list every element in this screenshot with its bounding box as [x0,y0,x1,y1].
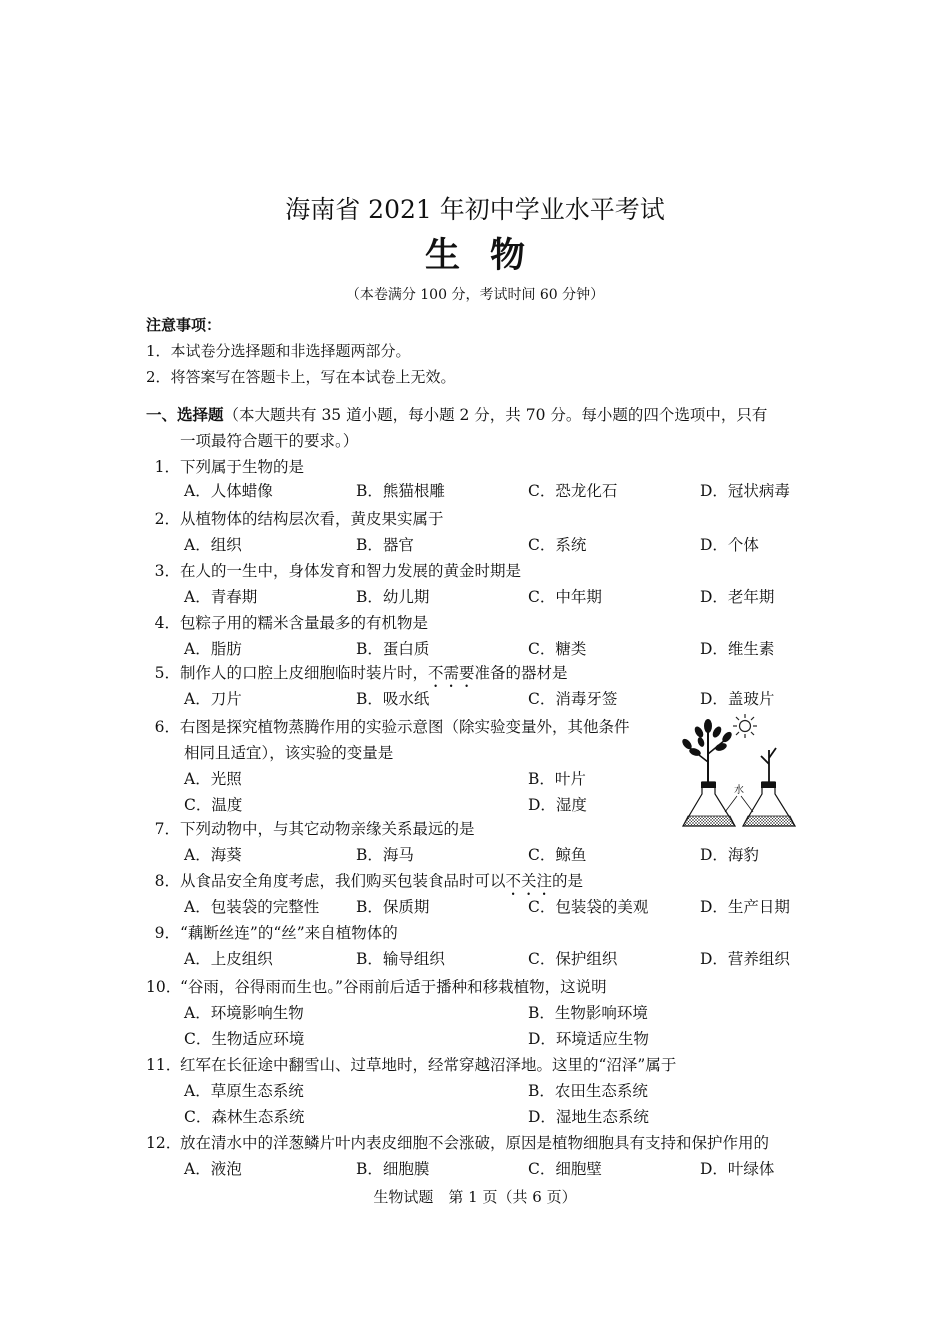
question-2 [146,507,444,529]
option-d: D．盖玻片 [700,690,775,708]
option-c: C．消毒牙签 [528,690,618,708]
question-6 [146,715,630,737]
question-text: 下列属于生物的是 [180,458,305,476]
question-text: 的是 [552,872,584,890]
question-text: 制作人的口腔上皮细胞临时装片时， [180,664,429,682]
question-emphasis: 不需要 [428,664,475,682]
question-10 [146,975,607,997]
option-d: D．老年期 [700,588,775,606]
question-number: 3． [154,562,180,580]
option-a: A．人体蜡像 [184,482,273,500]
notice-item: 1．本试卷分选择题和非选择题两部分。 [146,342,411,360]
option-d: D．维生素 [700,640,775,658]
option-a: A．液泡 [184,1160,242,1178]
option-b: B．吸水纸 [356,690,430,708]
option-d: D．冠状病毒 [700,482,790,500]
question-number: 10． [146,978,182,996]
option-b: B．幼儿期 [356,588,430,606]
bare-branch-icon [761,748,776,787]
option-c: C．保护组织 [528,950,618,968]
option-b: B．器官 [356,536,414,554]
question-text: 准备的器材是 [474,664,568,682]
question-number: 12． [146,1134,182,1152]
option-d: D．海豹 [700,846,759,864]
option-d: D．生产日期 [700,898,790,916]
question-text: 下列动物中，与其它动物亲缘关系最远的是 [180,820,475,838]
option-a: A．环境影响生物 [184,1004,304,1022]
option-c: C．细胞壁 [528,1160,602,1178]
option-a: A．海葵 [184,846,242,864]
subject-title: 生物 [424,236,555,276]
option-a: A．包装袋的完整性 [184,898,320,916]
option-b: B．蛋白质 [356,640,430,658]
question-7 [146,817,475,839]
experiment-figure [675,712,815,832]
question-text: 从食品安全角度考虑，我们购买包装食品时可以 [180,872,506,890]
question-text-cont: 相同且适宜），该实验的变量是 [184,744,394,762]
option-b: B．生物影响环境 [528,1004,648,1022]
option-b: B．输导组织 [356,950,445,968]
option-c: C．生物适应环境 [184,1030,305,1048]
question-number: 2． [154,510,180,528]
water-label: 水 [734,785,744,796]
question-text: 包粽子用的糯米含量最多的有机物是 [180,614,429,632]
option-d: D．叶绿体 [700,1160,775,1178]
option-c: C．温度 [184,796,243,814]
question-4 [146,611,428,633]
question-number: 4． [154,614,180,632]
section-label: 一、选择题 [146,406,224,424]
question-12 [146,1131,769,1153]
option-a: A．青春期 [184,588,258,606]
question-text: 右图是探究植物蒸腾作用的实验示意图（除实验变量外，其他条件 [180,718,630,736]
option-c: C．森林生态系统 [184,1108,305,1126]
question-9 [146,921,398,943]
option-b: B．保质期 [356,898,430,916]
option-b: B．叶片 [528,770,586,788]
option-c: C．包装袋的美观 [528,898,649,916]
question-1 [146,455,304,477]
question-11 [146,1053,676,1075]
question-text: “藕断丝连”的“丝”来自植物体的 [180,924,398,942]
option-d: D．湿度 [528,796,587,814]
option-b: B．海马 [356,846,414,864]
option-c: C．系统 [528,536,587,554]
section-heading [146,403,767,425]
option-b: B．细胞膜 [356,1160,430,1178]
option-c: C．糖类 [528,640,587,658]
option-a: A．脂肪 [184,640,242,658]
flask-left [683,782,735,826]
option-c: C．中年期 [528,588,602,606]
question-emphasis: 不关注 [505,872,553,890]
option-d: D．环境适应生物 [528,1030,649,1048]
leafy-branch-icon [680,719,733,787]
question-text: 从植物体的结构层次看，黄皮果实属于 [180,510,444,528]
option-a: A．组织 [184,536,242,554]
exam-subtitle: （本卷满分 100 分，考试时间 60 分钟） [345,287,605,303]
question-text: 在人的一生中，身体发育和智力发展的黄金时期是 [180,562,522,580]
question-number: 8． [154,872,180,890]
section-desc-cont: 一项最符合题干的要求。） [180,432,359,450]
option-d: D．个体 [700,536,759,554]
option-a: A．刀片 [184,690,242,708]
question-number: 9． [154,924,180,942]
option-a: A．草原生态系统 [184,1082,304,1100]
exam-title: 海南省 2021 年初中学业水平考试 [285,195,665,224]
option-d: D．营养组织 [700,950,790,968]
option-b: B．农田生态系统 [528,1082,648,1100]
sun-icon [733,714,757,738]
question-number: 11． [146,1056,182,1074]
option-c: C．恐龙化石 [528,482,618,500]
option-b: B．熊猫根雕 [356,482,445,500]
question-3 [146,559,521,581]
notice-heading: 注意事项： [146,316,222,334]
flask-right [743,782,795,826]
option-a: A．上皮组织 [184,950,273,968]
question-text: 放在清水中的洋葱鳞片叶内表皮细胞不会涨破，原因是植物细胞具有支持和保护作用的 [180,1134,770,1152]
page-footer: 生物试题 第 1 页（共 6 页） [373,1188,577,1206]
question-text: 红军在长征途中翻雪山、过草地时，经常穿越沼泽地。这里的“沼泽”属于 [180,1056,677,1074]
section-desc: （本大题共有 35 道小题，每小题 2 分，共 70 分。每小题的四个选项中，只有 [223,406,768,424]
question-text: “谷雨，谷得雨而生也。”谷雨前后适于播种和移栽植物，这说明 [180,978,607,996]
option-d: D．湿地生态系统 [528,1108,649,1126]
question-number: 6． [154,718,180,736]
option-a: A．光照 [184,770,242,788]
question-number: 1． [154,458,180,476]
notice-item: 2．将答案写在答题卡上，写在本试卷上无效。 [146,368,456,386]
option-c: C．鲸鱼 [528,846,587,864]
question-number: 5． [154,664,180,682]
question-number: 7． [154,820,180,838]
